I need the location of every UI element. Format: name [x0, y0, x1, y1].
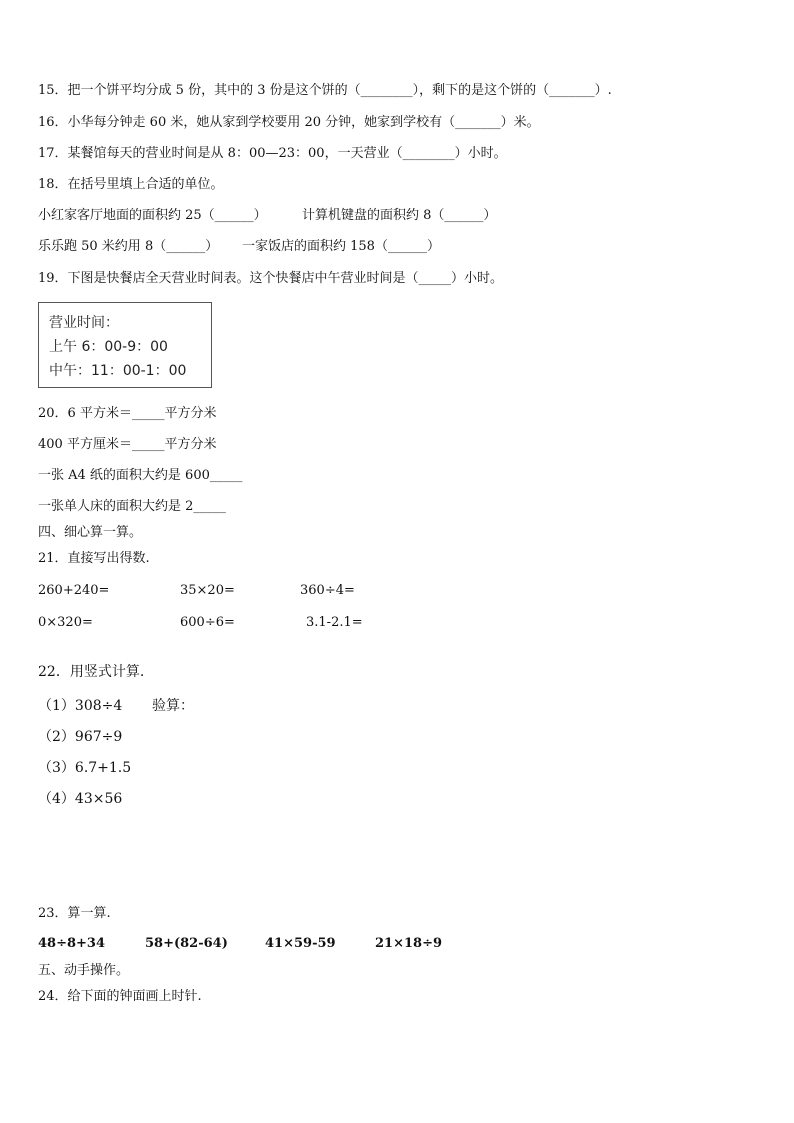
q21-item: 360÷4= [300, 583, 355, 598]
q21-item: 0×320= [38, 615, 93, 630]
section-5-heading: 五、动手操作。 [38, 963, 130, 978]
question-24: 24．给下面的钟面画上时针. [38, 989, 202, 1004]
q23-item: 58+(82-64) [145, 936, 228, 951]
question-22-item4: （4）43×56 [38, 791, 123, 807]
question-22-item2: （2）967÷9 [38, 729, 123, 745]
business-hours-box [38, 302, 212, 388]
question-20-line4: 一张单人床的面积大约是 2_____ [38, 499, 226, 514]
question-18-row1-left: 小红家客厅地面的面积约 25（______） [38, 208, 267, 223]
question-20-line1: 20．6 平方米＝_____平方分米 [38, 406, 217, 421]
section-4-heading: 四、细心算一算。 [38, 525, 143, 540]
business-hours-title: 营业时间： [49, 315, 119, 331]
business-hours-morning: 上午 6：00-9：00 [49, 339, 168, 355]
question-18-row2-right: 一家饭店的面积约 158（______） [242, 239, 440, 254]
q23-item: 41×59-59 [265, 936, 336, 951]
question-17: 17．某餐馆每天的营业时间是从 8：00—23：00，一天营业（________）小时。 [38, 146, 507, 161]
q21-item: 600÷6= [180, 615, 235, 630]
q21-item: 3.1-2.1= [306, 615, 363, 630]
question-18-row2-left: 乐乐跑 50 米约用 8（______） [38, 239, 219, 254]
question-18-title: 18．在括号里填上合适的单位。 [38, 177, 224, 192]
question-20-line2: 400 平方厘米＝_____平方分米 [38, 437, 217, 452]
question-16: 16．小华每分钟走 60 米，她从家到学校要用 20 分钟，她家到学校有（_______）米。 [38, 115, 540, 130]
question-22-check-label: 验算： [152, 698, 194, 714]
business-hours-noon: 中午：11：00-1：00 [49, 363, 187, 379]
q21-item: 35×20= [180, 583, 235, 598]
question-21-title: 21．直接写出得数. [38, 551, 150, 566]
question-15: 15．把一个饼平均分成 5 份，其中的 3 份是这个饼的（________），剩下的是这个饼的（_______）. [38, 83, 612, 98]
q23-item: 48÷8+34 [38, 936, 106, 951]
q23-item: 21×18÷9 [375, 936, 443, 951]
question-23-title: 23．算一算. [38, 906, 111, 921]
question-22-title: 22．用竖式计算. [38, 664, 145, 680]
question-19: 19．下图是快餐店全天营业时间表。这个快餐店中午营业时间是（_____）小时。 [38, 271, 504, 286]
question-22-item3: （3）6.7+1.5 [38, 760, 132, 776]
question-20-line3: 一张 A4 纸的面积大约是 600_____ [38, 468, 243, 483]
question-18-row1-right: 计算机键盘的面积约 8（______） [302, 208, 497, 223]
q21-item: 260+240= [38, 583, 110, 598]
question-22-item1: （1）308÷4 [38, 698, 123, 714]
